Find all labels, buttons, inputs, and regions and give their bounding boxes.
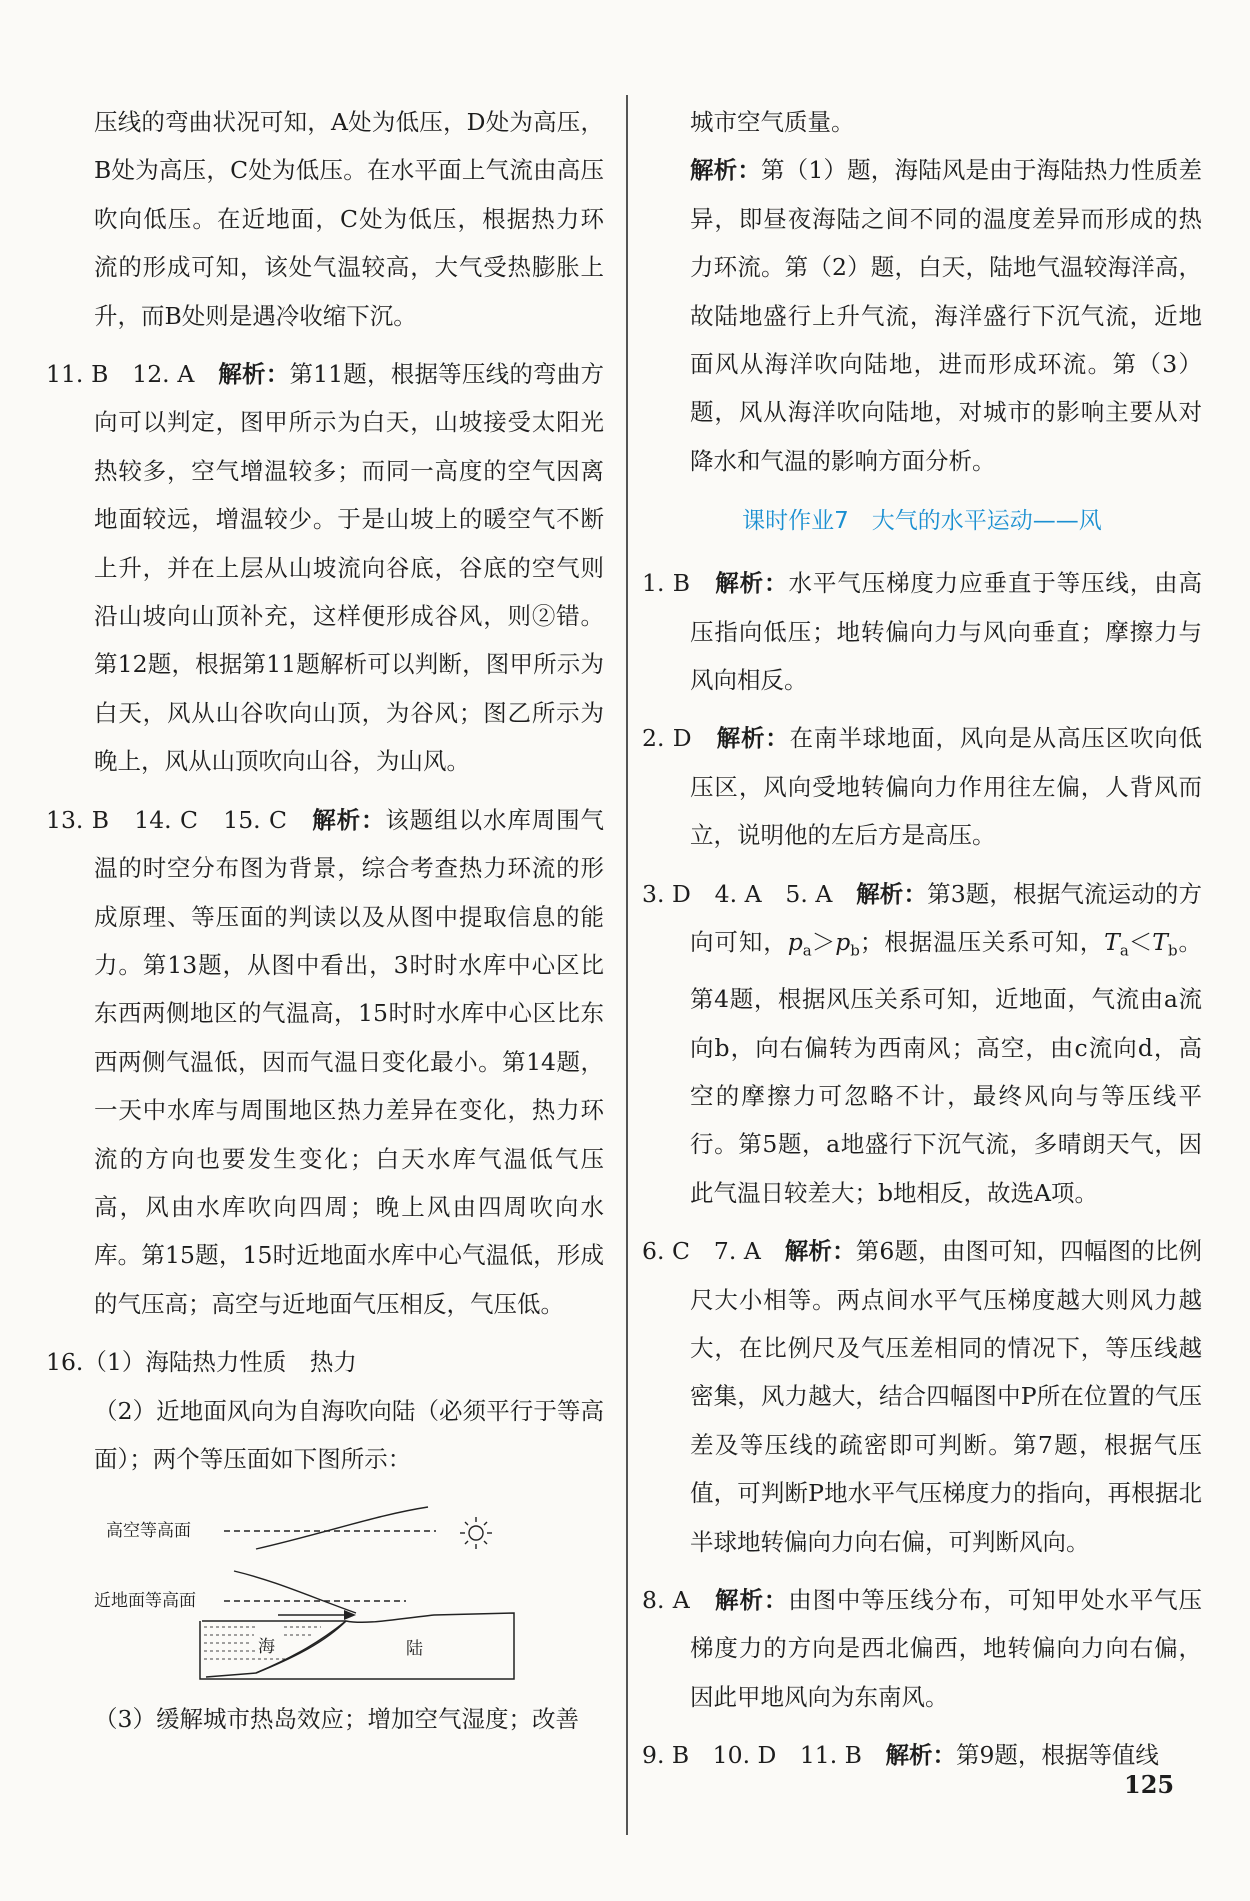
answer-q16-2: （2）近地面风向为自海吹向陆（必须平行于等高面）；两个等压面如下图所示： <box>94 1396 604 1473</box>
analysis-text: 该题组以水库周围气温的时空分布图为背景，综合考查热力环流的形成原理、等压面的判读以及从图中提取信息的能力。第13题，从图中看出，3时时水库中心区比东西两侧地区的气温高，15时时水库中心区比东西两侧气温低，因而气温日变化最小。第14题，一天中水库与周围地区热力差异在变化，热力环流的方向也要发生变化；白天水库气温低气压高，风由水库吹向四周；晚上风由四周吹向水库。第15题，15时近地面水库中心气温低，形成的气压高；高空与近地面气压相反，气压低。 <box>94 805 605 1318</box>
analysis-text: 第11题，根据等压线的弯曲方向可以判定，图甲所示为白天，山坡接受太阳光热较多，空气增温较多；而同一高度的空气因离地面较远，增温较少。于是山坡上的暖空气不断上升，并在上层从山坡流向谷底，谷底的空气则沿山坡向山顶补充，这样便形成谷风，则②错。第12题，根据第11题解析可以判断，图甲所示为白天，风从山谷吹向山顶，为谷风；图乙所示为晚上，风从山顶吹向山谷，为山风。 <box>94 360 605 776</box>
near-ground-level-label: 近地面等高面 <box>94 1591 196 1612</box>
answer-q9-11: 9. B 10. D 11. B 解析：第9题，根据等值线 <box>642 1741 1159 1770</box>
isobar-diagram <box>94 1501 526 1691</box>
right-column <box>642 98 1202 1780</box>
answer-keys: 13. B 14. C 15. C <box>46 805 313 834</box>
high-level-label: 高空等高面 <box>106 1521 191 1542</box>
column-divider <box>626 95 628 1835</box>
analysis-label: 解析： <box>690 156 762 185</box>
sun-icon <box>460 1517 492 1549</box>
section-title: 课时作业7 大气的水平运动——风 <box>742 508 1102 535</box>
high-isobar-curve <box>256 1507 428 1549</box>
answer-q3-5: 3. D 4. A 5. A 解析：第3题，根据气流运动的方向可知，$p_a>p_b$；根据温压关系可知，$T_a<T_b$。第4题，根据风压关系可知，近地面，气流由a流向b，向右偏转为西南风；高空，由c流向d，高空的摩擦力可忽略不计，最终风向与等压线平行。第5题，a地盛行下沉气流，多晴朗天气，因此气温日较差大；b地相反，故选A项。 <box>642 879 1203 1207</box>
analysis-text: 第（1）题，海陆风是由于海陆热力性质差异，即昼夜海陆之间不同的温度差异而形成的热力环流。第（2）题，白天，陆地气温较海洋高，故陆地盛行上升气流，海洋盛行下沉气流，近地面风从海洋吹向陆地，进而形成环流。第（3）题，风从海洋吹向陆地，对城市的影响主要从对降水和气温的影响方面分析。 <box>690 156 1203 475</box>
analysis-label: 解析： <box>856 879 928 908</box>
analysis-label: 解析： <box>218 360 290 389</box>
land-profile <box>200 1613 514 1679</box>
answer-q13-15 <box>46 796 604 1328</box>
answer-q8: 8. A 解析：由图中等压线分布，可知甲处水平气压梯度力的方向是西北偏西，地转偏向力向右偏，因此甲地风向为东南风。 <box>642 1586 1203 1711</box>
low-isobar-curve <box>234 1571 356 1613</box>
paragraph-continued: 压线的弯曲状况可知，A处为低压，D处为高压，B处为高压，C处为低压。在水平面上气流由高压吹向低压。在近地面，C处为低压，根据热力环流的形成可知，该处气温较高，大气受热膨胀上升，而B处则是遇冷收缩下沉。 <box>94 108 604 330</box>
answer-q16-3: （3）缓解城市热岛效应；增加空气湿度；改善 <box>94 1705 579 1734</box>
analysis-label: 解析： <box>312 805 386 834</box>
answer-q1: 1. B 解析：水平气压梯度力应垂直于等压线，由高压指向低压；地转偏向力与风向垂直；摩擦力与风向相反。 <box>642 569 1202 695</box>
analysis-label: 解析： <box>885 1741 956 1770</box>
paragraph-continued: 城市空气质量。 <box>690 108 855 136</box>
answer-q11-12 <box>46 350 604 786</box>
analysis-label: 解析： <box>784 1237 856 1266</box>
page-number: 125 <box>1124 1770 1175 1799</box>
analysis-label: 解析： <box>715 569 789 598</box>
answer-q6-7: 6. C 7. A 解析：第6题，由图可知，四幅图的比例尺大小相等。两点间水平气压梯度越大则风力越大，在比例尺及气压差相同的情况下，等压线越密集，风力越大，结合四幅图中P所在位置的气压差及等压线的疏密即可判断。第7题，根据气压值，可判断P地水平气压梯度力的指向，再根据北半球地转偏向力向右偏，可判断风向。 <box>642 1237 1203 1556</box>
answer-q2: 2. D 解析：在南半球地面，风向是从高压区吹向低压区，风向受地转偏向力作用往左偏，人背风而立，说明他的左后方是高压。 <box>642 724 1203 850</box>
analysis-q16 <box>642 146 1202 485</box>
answer-q16-1: 16.（1）海陆热力性质 热力 <box>46 1348 357 1377</box>
answer-keys: 11. B 12. A <box>46 360 219 389</box>
analysis-label: 解析： <box>715 1586 789 1615</box>
left-column <box>46 98 604 1744</box>
land-label: 陆 <box>406 1639 423 1660</box>
sea-label: 海 <box>258 1637 275 1658</box>
analysis-label: 解析： <box>716 724 790 753</box>
